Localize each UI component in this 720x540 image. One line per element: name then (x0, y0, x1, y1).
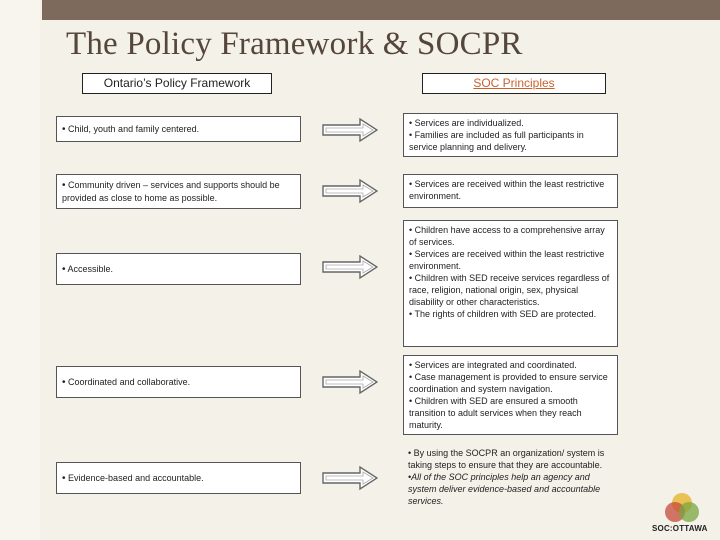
policy-text: Evidence-based and accountable. (68, 472, 204, 483)
bullet: • (62, 376, 66, 388)
principle-line: •All of the SOC principles help an agency and system deliver evidence-based and accountable services. (408, 472, 601, 506)
bullet: • (62, 123, 66, 135)
logo-text: SOC:OTTAWA (652, 524, 708, 533)
arrow-right-icon (322, 117, 378, 143)
left-margin-strip (0, 0, 40, 540)
policy-text: Coordinated and collaborative. (68, 376, 191, 387)
policy-item-4 (56, 366, 301, 398)
principle-line: • By using the SOCPR an organization/ system is taking steps to ensure that they are accountable. (408, 448, 605, 470)
arrow-right-icon (322, 465, 378, 491)
policy-item-1 (56, 116, 301, 142)
principle-line: • The rights of children with SED are protected. (409, 309, 597, 319)
bullet: • (62, 472, 66, 484)
policy-text: Accessible. (67, 263, 114, 274)
arrow-right-icon (322, 178, 378, 204)
principle-box-4 (403, 355, 618, 435)
policy-item-2 (56, 174, 301, 209)
soc-ottawa-logo-icon (664, 492, 700, 524)
arrow-right-icon (322, 254, 378, 280)
bullet: • (62, 263, 66, 275)
principle-line: • Services are individualized. (409, 118, 524, 128)
header-soc-principles: SOC Principles (422, 73, 606, 94)
arrow-right-icon (322, 369, 378, 395)
principle-box-5 (403, 444, 618, 524)
principle-line: • Case management is provided to ensure service coordination and system navigation. (409, 372, 608, 394)
principle-box-1 (403, 113, 618, 157)
principle-line: • Children have access to a comprehensive array of services. (409, 225, 605, 247)
policy-item-5 (56, 462, 301, 494)
header-policy-framework: Ontario’s Policy Framework (82, 73, 272, 94)
principle-line: • Services are integrated and coordinated. (409, 360, 577, 370)
principle-line: • Services are received within the least restrictive environment. (409, 179, 605, 201)
policy-text: Community driven – services and supports should be provided as close to home as possible. (62, 180, 280, 203)
policy-text: Child, youth and family centered. (68, 123, 200, 134)
slide-title: The Policy Framework & SOCPR (66, 26, 523, 62)
principle-box-3 (403, 220, 618, 347)
bullet: • (62, 180, 66, 191)
principle-line: • Children with SED receive services regardless of race, religion, national origin, sex, physical disability or other characteristics. (409, 273, 610, 307)
policy-item-3 (56, 253, 301, 285)
principle-box-2 (403, 174, 618, 208)
principle-line: • Children with SED are ensured a smooth transition to adult services when they reach maturity. (409, 396, 582, 430)
principle-line: • Families are included as full participants in service planning and delivery. (409, 130, 584, 152)
top-banner-bar (42, 0, 720, 20)
principle-line: • Services are received within the least restrictive environment. (409, 249, 605, 271)
